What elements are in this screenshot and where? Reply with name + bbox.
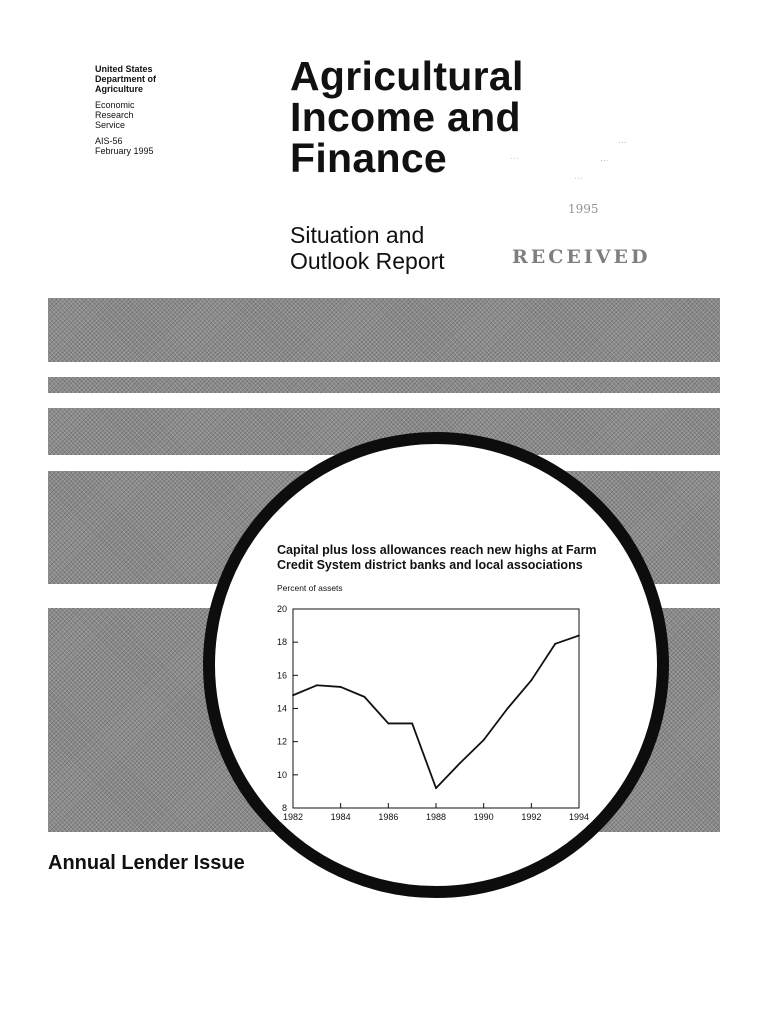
data-point	[364, 696, 366, 698]
data-point	[530, 679, 532, 681]
data-point	[411, 723, 413, 725]
data-point	[340, 686, 342, 688]
data-point	[387, 723, 389, 725]
data-point	[292, 694, 294, 696]
stamp-fragment-3: ...	[510, 152, 519, 162]
data-point	[459, 762, 461, 764]
service-line-1: Economic	[95, 100, 135, 110]
report-subtitle	[290, 222, 445, 274]
data-point	[507, 708, 509, 710]
capital-ratio-line	[293, 636, 579, 789]
y-tick-label: 8	[281, 803, 287, 813]
x-tick-label: 1982	[282, 812, 304, 822]
stamp-fragment-1: ...	[618, 136, 627, 146]
chart-title-line-2: Credit System district banks and local associations	[277, 558, 583, 572]
stamp-fragment-2: ...	[600, 154, 609, 164]
y-tick-label: 16	[276, 670, 287, 681]
capital-ratio-chart	[250, 596, 590, 836]
stamp-date: 1995	[568, 202, 599, 216]
title-line-2: Income and	[290, 94, 521, 140]
chart-title	[277, 543, 657, 573]
annual-lender-issue-label: Annual Lender Issue	[48, 852, 245, 874]
received-stamp: RECEIVED	[512, 246, 651, 268]
x-tick-label: 1986	[378, 812, 399, 822]
agency-line-2: Department of	[95, 74, 157, 84]
subtitle-line-2: Outlook Report	[290, 248, 445, 274]
y-tick-label: 20	[276, 604, 287, 614]
service-line-3: Service	[95, 120, 126, 130]
y-tick-label: 18	[276, 637, 287, 648]
x-tick-label: 1992	[521, 812, 542, 822]
x-tick-label: 1994	[568, 812, 590, 822]
data-point	[435, 787, 437, 789]
agency-block	[95, 64, 215, 156]
y-tick-label: 10	[276, 769, 287, 780]
cover-band-2	[48, 377, 720, 393]
cover-band-1	[48, 298, 720, 362]
service-line-2: Research	[95, 110, 134, 120]
chart-title-line-1: Capital plus loss allowances reach new highs at Farm	[277, 543, 597, 557]
stamp-fragment-4: ...	[574, 172, 583, 182]
data-point	[483, 739, 485, 741]
title-line-3: Finance	[290, 135, 448, 181]
data-point	[578, 635, 580, 637]
subtitle-line-1: Situation and	[290, 222, 425, 248]
x-tick-label: 1990	[473, 812, 494, 822]
data-point	[316, 684, 318, 686]
x-tick-label: 1984	[330, 812, 351, 822]
y-tick-label: 14	[276, 703, 287, 714]
data-point	[554, 643, 556, 645]
chart-y-label: Percent of assets	[277, 583, 343, 593]
agency-line-1: United States	[95, 64, 153, 74]
y-tick-label: 12	[276, 736, 287, 747]
x-tick-label: 1988	[425, 812, 447, 822]
title-line-1: Agricultural	[290, 53, 524, 99]
series-number: AIS-56	[95, 136, 123, 146]
agency-line-3: Agriculture	[95, 84, 144, 94]
report-title	[290, 53, 524, 181]
plot-frame	[293, 609, 579, 808]
publication-date: February 1995	[95, 146, 154, 156]
